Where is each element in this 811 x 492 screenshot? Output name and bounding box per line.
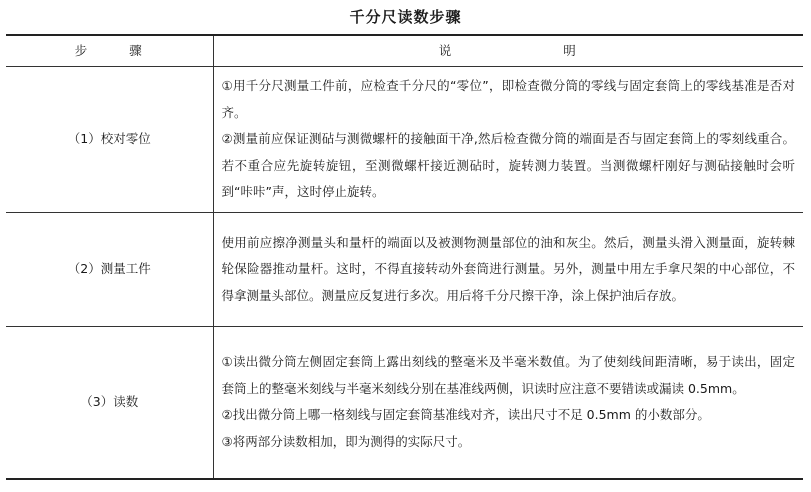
description-paragraph: ②找出微分筒上哪一格刻线与固定套筒基准线对齐，读出尺寸不足 0.5mm 的小数部分。 bbox=[221, 407, 710, 423]
description-cell bbox=[213, 213, 803, 327]
steps-table bbox=[6, 34, 803, 480]
description-paragraph: 使用前应擦净测量头和量杆的端面以及被测物测量部位的油和灰尘。然后，测量头滑入测量面，旋转棘轮保险器推动量杆。这时，不得直接转动外套筒进行测量。另外，测量中用左手拿尺架的中心部位，不得拿测量头部位。测量应反复进行多次。用后将千分尺擦干净，涂上保护油后存放。 bbox=[221, 234, 795, 303]
step-cell: （2）测量工件 bbox=[6, 213, 213, 327]
description-cell bbox=[213, 327, 803, 479]
step-cell: （1）校对零位 bbox=[6, 67, 213, 213]
table-row bbox=[6, 67, 803, 213]
header-step-char-2: 骤 bbox=[129, 42, 144, 58]
description-paragraph: ③将两部分读数相加，即为测得的实际尺寸。 bbox=[221, 433, 471, 449]
description-paragraph: ②测量前应保证测砧与测微螺杆的接触面干净,然后检查微分筒的端面是否与固定套筒上的零刻线重合。若不重合应先旋转旋钮，至测微螺杆接近测砧时，旋转测力装置。当测微螺杆刚好与测砧接触时会听到“咔咔”声，这时停止旋转。 bbox=[221, 131, 795, 200]
header-desc-char-1: 说 bbox=[438, 42, 454, 58]
header-step-char-1: 步 bbox=[74, 42, 90, 58]
page-title: 千分尺读数步骤 bbox=[349, 8, 462, 26]
header-description bbox=[213, 35, 803, 67]
description-paragraph: ①用千分尺测量工件前，应检查千分尺的“零位”，即检查微分筒的零线与固定套筒上的零线基准是否对齐。 bbox=[221, 78, 795, 120]
description-paragraph: ①读出微分筒左侧固定套筒上露出刻线的整毫米及半毫米数值。为了使刻线间距清晰，易于读出，固定套筒上的整毫米刻线与半毫米刻线分别在基准线两侧，识读时应注意不要错读或漏读 0.5mm。 bbox=[221, 354, 795, 396]
table-row bbox=[6, 327, 803, 479]
table-header-row bbox=[6, 35, 803, 67]
table-row bbox=[6, 213, 803, 327]
description-cell bbox=[213, 67, 803, 213]
header-desc-char-2: 明 bbox=[563, 42, 578, 58]
step-cell: （3）读数 bbox=[6, 327, 213, 479]
header-step bbox=[6, 35, 213, 67]
